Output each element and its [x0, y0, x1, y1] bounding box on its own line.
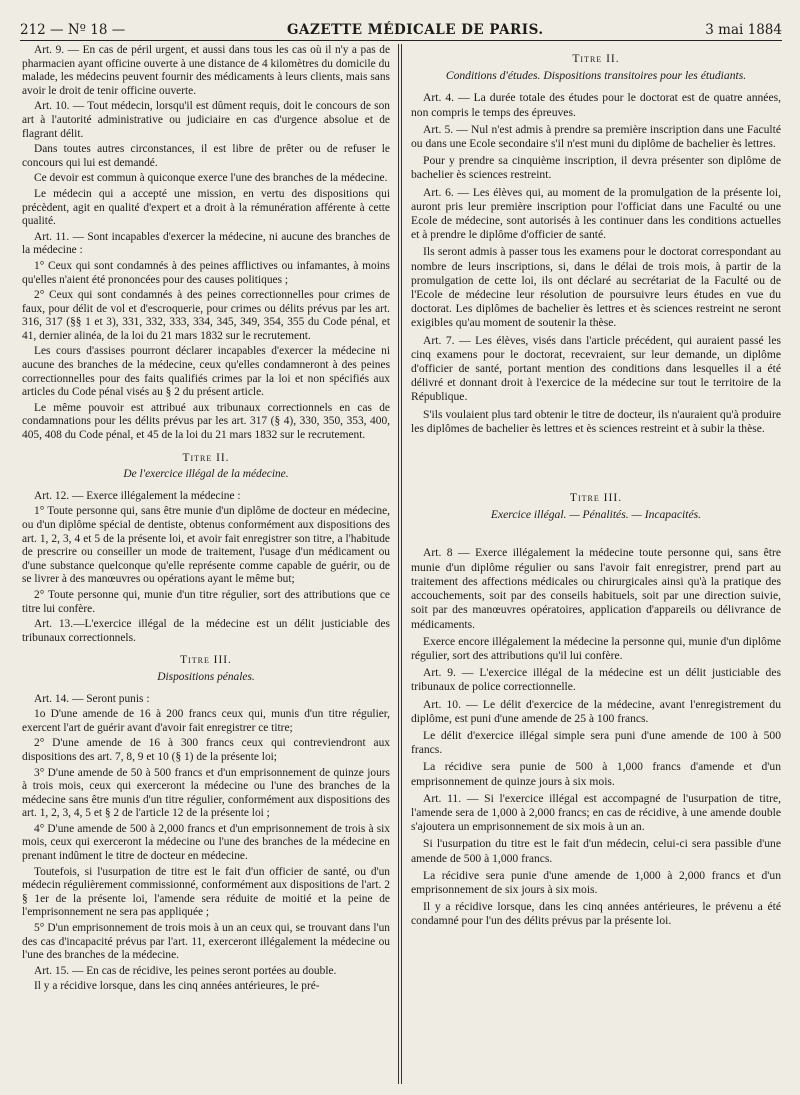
paragraph: Art. 14. — Seront punis :: [34, 692, 150, 705]
paragraph: Art. 5. — Nul n'est admis à prendre sa première inscription dans une Faculté ou dans une Ecole secondaire s'il n'est muni du diplôme de bachelier ès lettres.: [411, 122, 781, 151]
paragraph: Ils seront admis à passer tous les examens pour le doctorat correspondant au nombre de leurs inscriptions, si, dans le délai de trois mois, à partir de la promulgation de cette loi, ils ont déclaré au secrétariat de la Faculté ou de l'Ecole de médecine leur résolution de poursuivre leurs études en vue du doctorat. Les diplômes de bachelier ès lettres et ès sciences restreint ne seront exigibles qu'au moment de soutenir la thèse.: [411, 245, 781, 330]
section-title: Titre II.: [572, 52, 620, 65]
paragraph: Art. 9. — L'exercice illégal de la médecine est un délit justiciable des tribunaux de police correctionnelle.: [411, 666, 781, 694]
paragraph: Toutefois, si l'usurpation de titre est le fait d'un officier de santé, ou d'un médecin régulièrement commissionné, conformément aux dispositions de l'art. 2 § 1er de la présente loi, l'amende sera réduite de moitié et la peine de l'emprisonnement ne sera pas appliquée ;: [22, 865, 390, 919]
section-subtitle: Exercice illégal. — Pénalités. — Incapacités.: [490, 508, 702, 522]
paragraph: Il y a récidive lorsque, dans les cinq années antérieures, le pré-: [34, 980, 320, 993]
paragraph: 1° Toute personne qui, sans être munie d'un diplôme de docteur en médecine, ou d'un diplôme spécial de dentiste, obtenus conformément aux dispositions des art. 1, 2, 3, 4 et 5 de la présente loi, et avoir fait enregistrer son titre, a l'habitude de prescrire ou conseiller un mode de traitement, l'usage d'un médicament ou d'une substance quelconque qu'elle représente comme capable de guérir, ou de se livrer à des manœuvres ou opérations ayant le même but;: [22, 505, 390, 586]
journal-title: GAZETTE MÉDICALE DE PARIS.: [287, 22, 544, 38]
paragraph: 5° D'un emprisonnement de trois mois à un an ceux qui, se trouvant dans l'un des cas d'incapacité prévus par l'art. 11, exerceront illégalement la médecine ou l'une des branches de la médecine.: [22, 922, 390, 962]
paragraph: 4° D'une amende de 500 à 2,000 francs et d'un emprisonnement de trois à six mois, ceux qui exerceront la médecine ou l'une des branches de la médecine en prenant indûment le titre de docteur en médecine.: [22, 822, 390, 863]
paragraph: Le délit d'exercice illégal simple sera puni d'une amende de 100 à 500 francs.: [411, 728, 781, 757]
paragraph: Art. 11. — Sont incapables d'exercer la médecine, ni aucune des branches de la médecine :: [22, 230, 390, 257]
paragraph: Art. 12. — Exerce illégalement la médecine :: [34, 489, 241, 502]
paragraph: Ce devoir est commun à quiconque exerce l'une des branches de la médecine.: [34, 172, 388, 185]
column-divider: [398, 44, 402, 1084]
issue-date: 3 mai 1884: [705, 22, 782, 38]
spacer: [411, 530, 781, 546]
paragraph: Si l'usurpation du titre est le fait d'un médecin, celui-ci sera passible d'une amende de 500 à 1,000 francs.: [411, 837, 781, 865]
paragraph: 1o D'une amende de 16 à 200 francs ceux qui, munis d'un titre régulier, exercent l'art de guérir avant d'avoir fait enregistrer ce titre;: [22, 708, 390, 734]
paragraph: Art. 8 — Exerce illégalement la médecine toute personne qui, sans être munie d'un diplôme régulier ou sans l'avoir fait enregistrer, prend part au traitement des affections médicales ou chirurgicales ainsi qu'à la pratique des accouchements, soit par des conseils habituels, soit par une direction suivie, soit par des manœuvres opératoires, application d'appareils ou délivrance de médicaments.: [411, 546, 781, 631]
paragraph: Art. 10. — Le délit d'exercice de la médecine, avant l'enregistrement du diplôme, est puni d'une amende de 25 à 100 francs.: [411, 697, 781, 725]
page-header: [20, 16, 782, 41]
paragraph: 2° Toute personne qui, munie d'un titre régulier, sort des attributions que ce titre lui confère.: [22, 588, 390, 615]
section-subtitle: Dispositions pénales.: [157, 670, 255, 683]
paragraph: Dans toutes autres circonstances, il est libre de prêter ou de refuser le concours qui lui est demandé.: [22, 143, 390, 169]
paragraph: La récidive sera punie de 500 à 1,000 francs d'amende et d'un emprisonnement de quinze jours à six mois.: [411, 760, 781, 788]
right-column: [411, 44, 781, 1084]
paragraph: Pour y prendre sa cinquième inscription, il devra présenter son diplôme de bachelier ès sciences restreint.: [411, 154, 781, 182]
left-column: [22, 44, 390, 1084]
paragraph: 2° D'une amende de 16 à 300 francs ceux qui contreviendront aux dispositions des art. 7, 8, 9 et 10 (§ 1) de la présente loi;: [22, 737, 390, 763]
paragraph: 3° D'une amende de 50 à 500 francs et d'un emprisonnement de quinze jours à trois mois, ceux qui exerceront la médecine ou l'une des branches de la médecine sans être munis d'un titre régulier, conformément aux dispositions des art. 1, 2, 3, 4, 5 et § 2 de l'article 12 de la présente loi ;: [22, 766, 390, 820]
paragraph: Art. 11. — Si l'exercice illégal est accompagné de l'usurpation de titre, l'amende sera de 1,000 à 2,000 francs; en cas de récidive, à une amende double s'ajoutera un emprisonnement de six mois à un an.: [411, 791, 781, 834]
paragraph: Art. 4. — La durée totale des études pour le doctorat est de quatre années, non compris le temps des épreuves.: [411, 91, 781, 119]
section-title: Titre III.: [569, 491, 623, 505]
paragraph: Art. 13.—L'exercice illégal de la médecine est un délit justiciable des tribunaux correctionnels.: [22, 618, 390, 644]
paragraph: Art. 7. — Les élèves, visés dans l'article précédent, qui auraient passé les cinq examens pour le doctorat, recevraient, sur leur demande, un diplôme d'officier de santé, portant mention des conditions dans lesquelles il a été délivré et donnant droit à l'exercice de la médecine sur tout le territoire de la République.: [411, 333, 781, 404]
paragraph: Le médecin qui a accepté une mission, en vertu des dispositions qui précèdent, agit en qualité d'expert et a droit à la rémunération afférente à cette qualité.: [22, 187, 390, 228]
page-number: 212 — Nº 18 —: [20, 22, 126, 38]
paragraph: Le même pouvoir est attribué aux tribunaux correctionnels en cas de condamnations pour les délits prévus par les art. 317 (§ 4), 330, 350, 353, 400, 405, 408 du Code pénal, et 45 de la loi du 21 mars 1832 sur le recrutement.: [22, 401, 390, 442]
section-subtitle: De l'exercice illégal de la médecine.: [123, 468, 289, 481]
paragraph: Art. 10. — Tout médecin, lorsqu'il est dûment requis, doit le concours de son art à l'autorité administrative ou judiciaire en cas d'urgence absolue et de flagrant délit.: [22, 100, 390, 140]
paragraph: Il y a récidive lorsque, dans les cinq années antérieures, le prévenu a été condamné pour l'un des délits prévus par la présente loi.: [411, 900, 781, 928]
paragraph: S'ils voulaient plus tard obtenir le titre de docteur, ils n'auraient qu'à produire les diplômes de bachelier ès lettres et ès sciences restreint et à subir la thèse.: [411, 407, 781, 435]
paragraph: 1° Ceux qui sont condamnés à des peines afflictives ou infamantes, à moins qu'elles n'aient été prononcées pour des causes politiques ;: [22, 259, 390, 286]
section-subtitle: Conditions d'études. Dispositions transitoires pour les étudiants.: [445, 69, 747, 83]
paragraph: La récidive sera punie d'une amende de 1,000 à 2,000 francs et d'un emprisonnement de six jours à six mois.: [411, 868, 781, 896]
section-title: Titre III.: [180, 654, 232, 667]
paragraph: Art. 6. — Les élèves qui, au moment de la promulgation de la présente loi, auront pris leur première inscription pour l'officiat dans une Faculté ou une Ecole de médecine, sont autorisés à les continuer dans les conditions actuelles et à prendre le diplôme d'officier de santé.: [411, 185, 781, 242]
paragraph: Les cours d'assises pourront déclarer incapables d'exercer la médecine ni aucune des branches de la médecine, ceux qu'elles condamneront à des peines correctionnelles pour des faits qualifiés crimes par la loi et non spécifiés aux articles du Code pénal visés au § 2 du présent article.: [22, 345, 390, 399]
paragraph: Art. 15. — En cas de récidive, les peines seront portées au double.: [34, 964, 337, 977]
paragraph: Exerce encore illégalement la médecine la personne qui, munie d'un diplôme régulier, sort des attributions qu'il lui confère.: [411, 634, 781, 662]
spacer: [411, 439, 781, 483]
paragraph: Art. 9. — En cas de péril urgent, et aussi dans tous les cas où il n'y a pas de pharmacien ayant officine ouverte à une distance de 4 kilomètres du domicile du malade, les médecins peuvent fournir des médicaments à leurs clients, mais sans avoir le droit de tenir officine ouverte.: [22, 44, 390, 97]
paragraph: 2° Ceux qui sont condamnés à des peines correctionnelles pour crimes de faux, pour délit de vol et d'escroquerie, pour crimes ou délits prévus par les art. 316, 317 (§§ 1 et 3), 331, 332, 333, 334, 345, 349, 354, 355 du Code pénal, et 41, dernier alinéa, de la loi du 21 mars 1832 sur le recrutement.: [22, 289, 390, 342]
section-title: Titre II.: [182, 451, 230, 464]
